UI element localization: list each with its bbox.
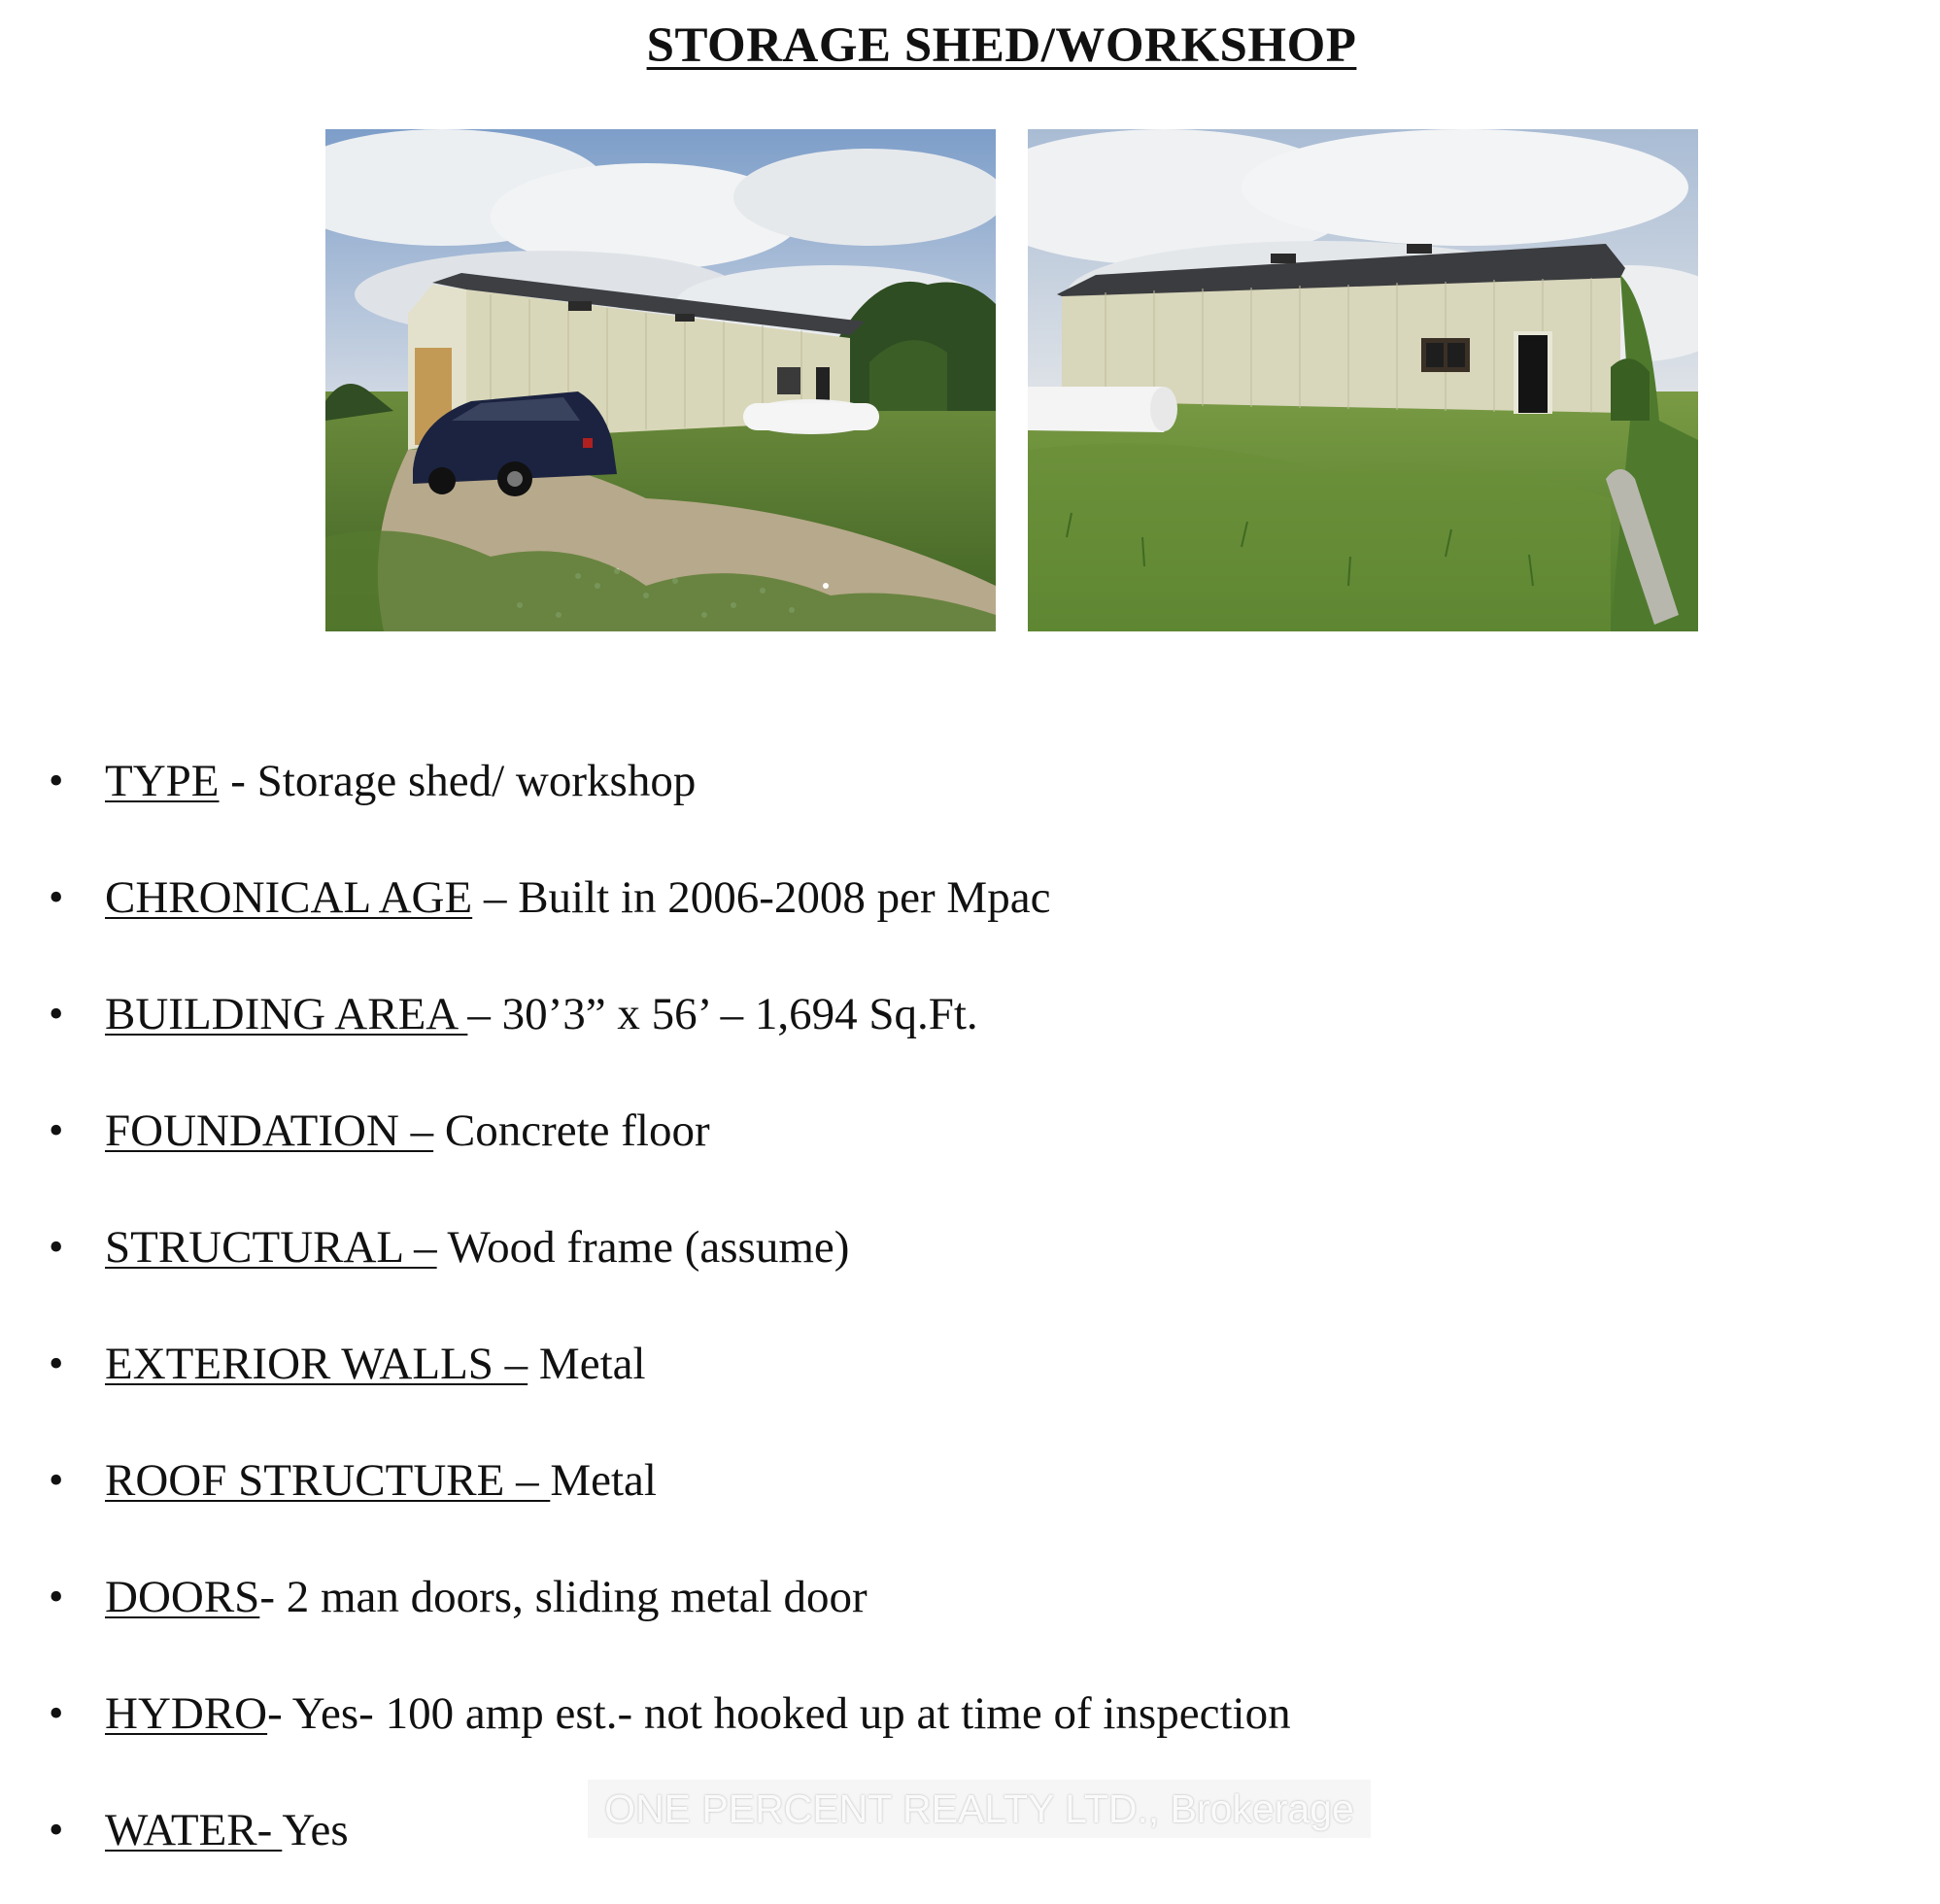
document-title: STORAGE SHED/WORKSHOP [646,18,1357,73]
feature-label-water: WATER- [105,1805,283,1855]
shed-photo-left [325,129,996,631]
feature-value-building-area: – 30’3” x 56’ – 1,694 Sq.Ft. [467,989,978,1039]
bullet-icon: • [49,757,64,804]
shed-photo-right [1028,129,1698,631]
bullet-icon: • [49,1689,64,1737]
brokerage-watermark: ONE PERCENT REALTY LTD., Brokerage [588,1780,1371,1838]
list-item [0,1554,1940,1671]
feature-label-doors: DOORS [105,1572,260,1622]
list-item [0,1205,1940,1321]
bullet-icon: • [49,1340,64,1387]
feature-label-type: TYPE [105,756,220,806]
feature-value-water: Yes [282,1805,349,1855]
bullet-icon: • [49,1223,64,1271]
feature-label-exterior-walls: EXTERIOR WALLS – [105,1339,528,1389]
feature-label-foundation: FOUNDATION – [105,1105,434,1156]
list-item [0,1438,1940,1554]
feature-value-roof-structure: Metal [550,1455,657,1506]
bullet-icon: • [49,873,64,921]
bullet-icon: • [49,1573,64,1620]
feature-value-structural: Wood frame (assume) [436,1222,850,1273]
bullet-icon: • [49,1106,64,1154]
feature-list [0,738,1940,1904]
feature-label-hydro: HYDRO [105,1688,268,1739]
feature-label-structural: STRUCTURAL – [105,1222,437,1273]
bullet-icon: • [49,990,64,1037]
feature-value-age: – Built in 2006-2008 per Mpac [472,872,1051,923]
feature-label-roof-structure: ROOF STRUCTURE – [105,1455,551,1506]
feature-label-age: CHRONICAL AGE [105,872,473,923]
bullet-icon: • [49,1456,64,1504]
bullet-icon: • [49,1806,64,1853]
list-item [0,1321,1940,1438]
list-item [0,738,1940,855]
feature-value-foundation: Concrete floor [433,1105,710,1156]
feature-value-doors: - 2 man doors, sliding metal door [259,1572,868,1622]
feature-value-hydro: - Yes- 100 amp est.- not hooked up at time of inspection [267,1688,1291,1739]
feature-label-building-area: BUILDING AREA [105,989,468,1039]
list-item [0,855,1940,971]
list-item [0,971,1940,1088]
list-item [0,1671,1940,1787]
feature-value-exterior-walls: Metal [528,1339,646,1389]
list-item [0,1088,1940,1205]
feature-value-type: - Storage shed/ workshop [219,756,697,806]
